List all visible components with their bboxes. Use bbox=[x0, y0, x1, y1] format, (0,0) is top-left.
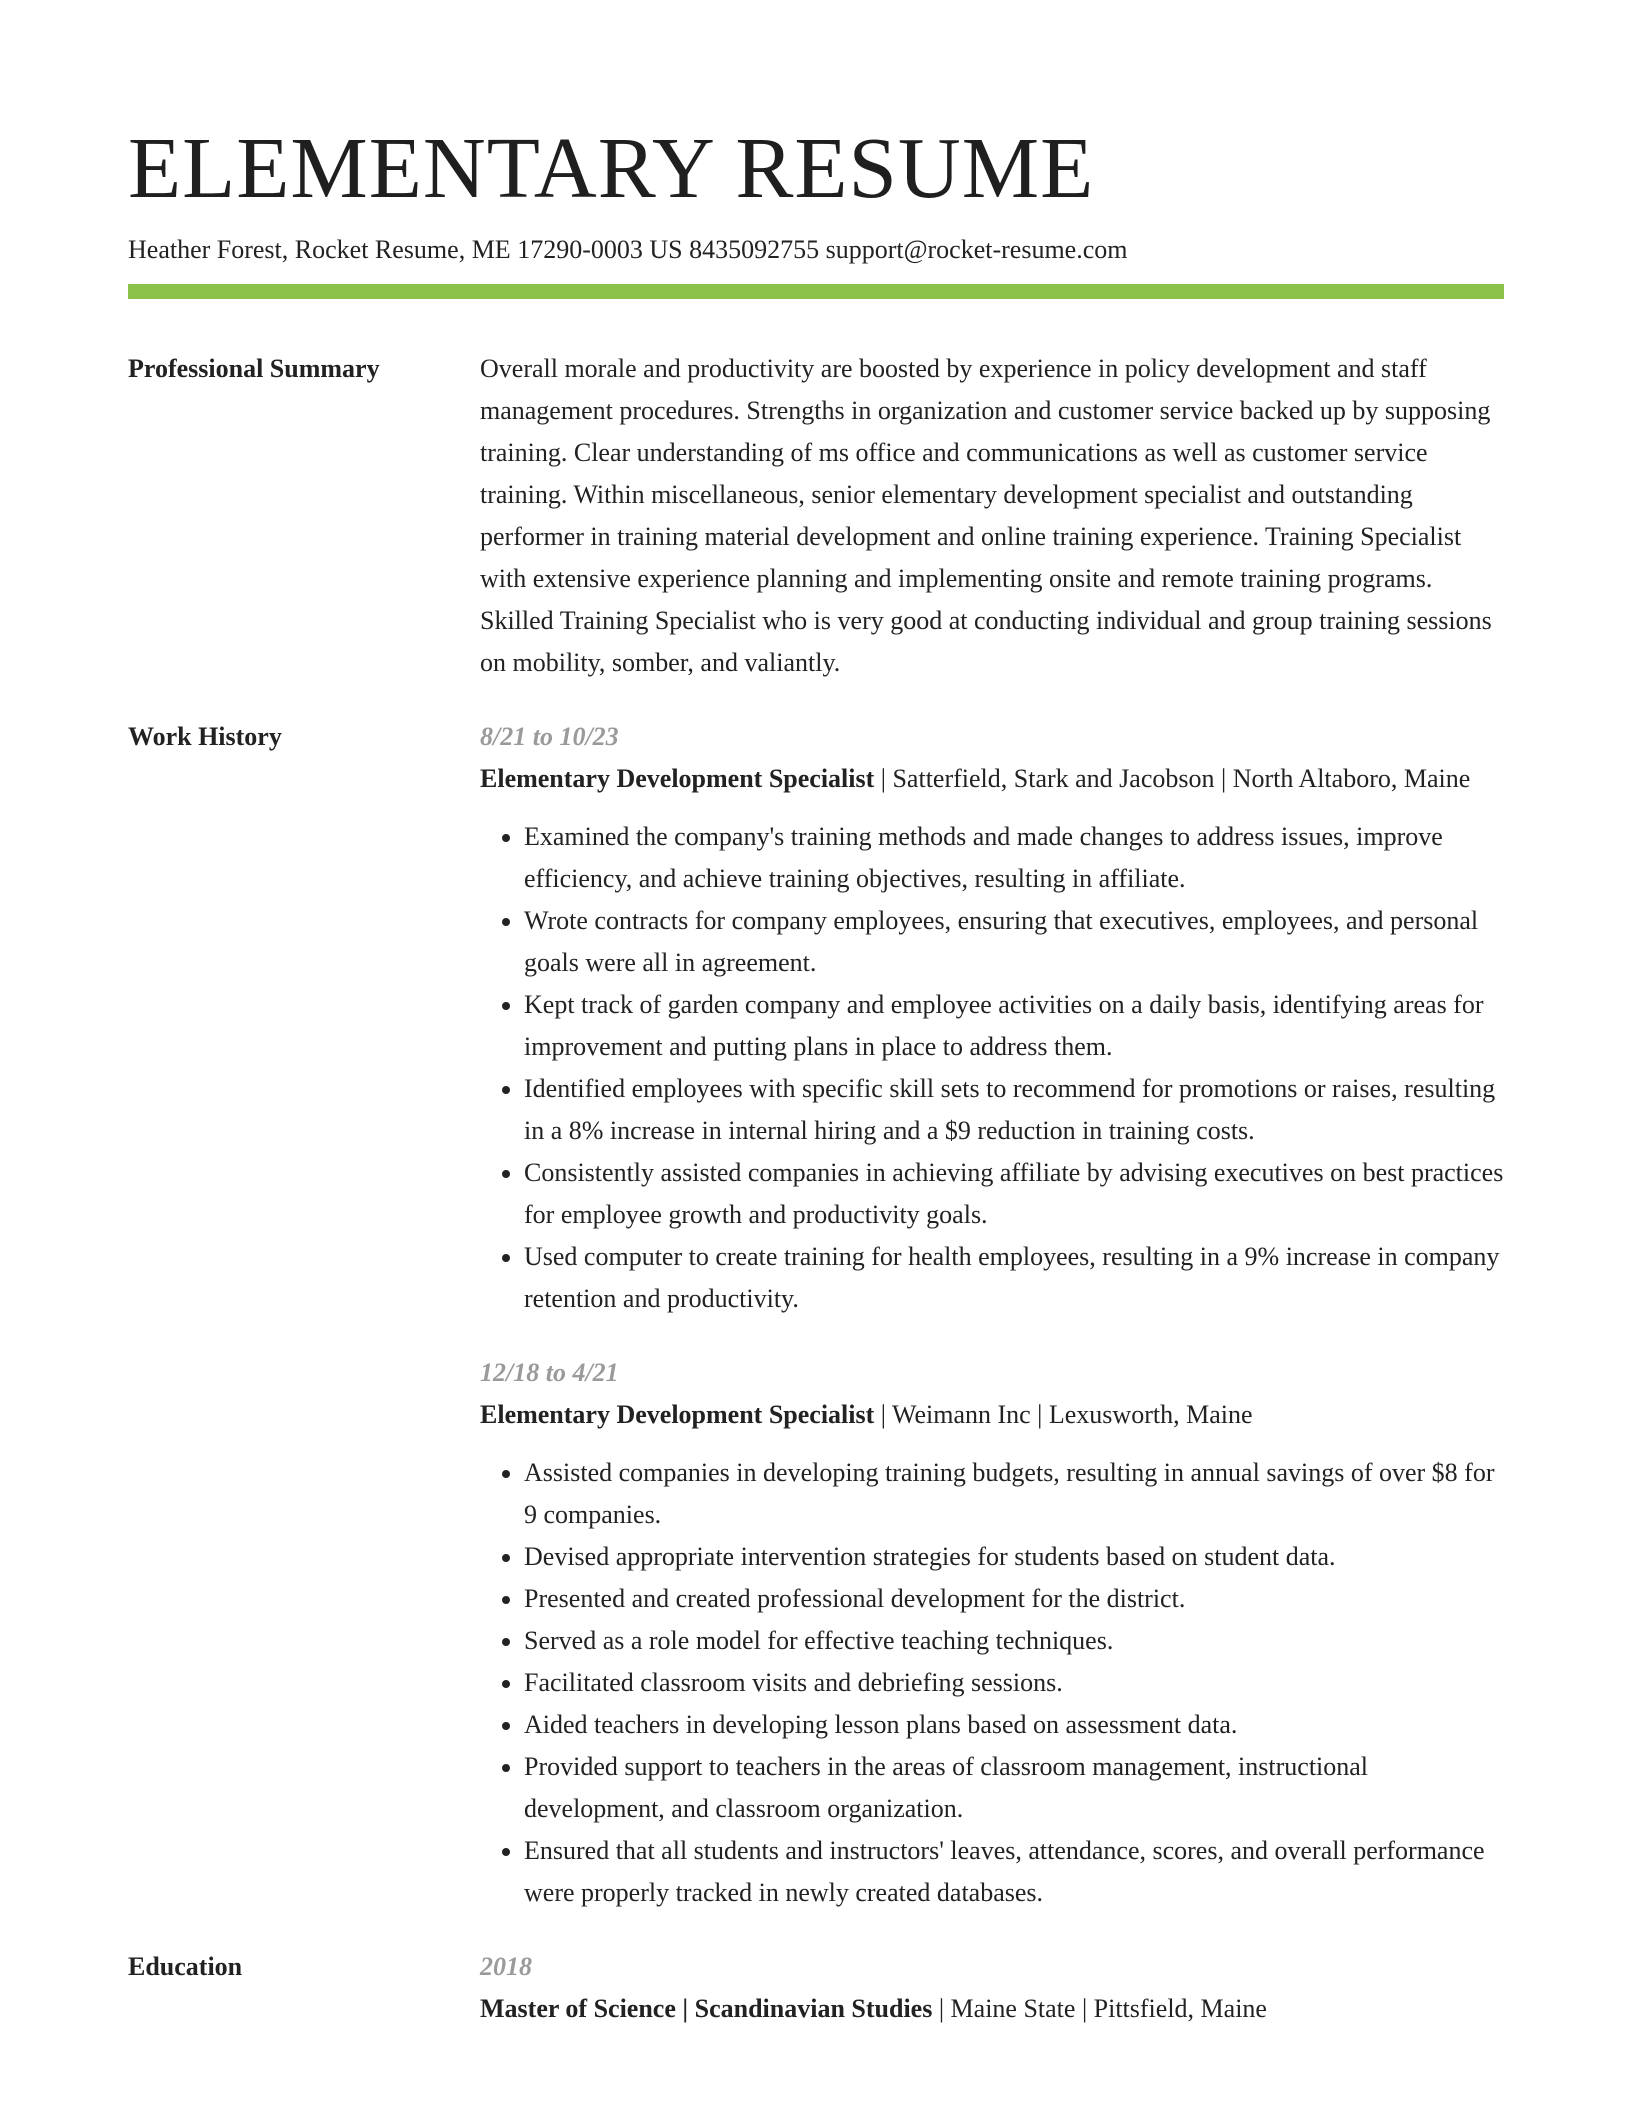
header-divider bbox=[128, 284, 1504, 299]
section-label-education: Education bbox=[128, 1952, 243, 1981]
work-history-body bbox=[480, 716, 1504, 1914]
job-dates: 12/18 to 4/21 bbox=[480, 1358, 619, 1387]
job-entry bbox=[480, 1352, 1504, 1914]
list-item: • Kept track of garden company and employee activities on a daily basis, identifying areas for improvement and putting plans in place to address them. bbox=[524, 984, 1504, 1068]
job-title: Elementary Development Specialist bbox=[480, 1400, 875, 1429]
education-year: 2018 bbox=[480, 1952, 532, 1981]
job-bullets bbox=[480, 816, 1504, 1320]
job-details: | Weimann Inc | Lexusworth, Maine bbox=[874, 1400, 1253, 1429]
degree-title: Master of Science | Scandinavian Studies bbox=[480, 1994, 933, 2023]
contact-line: Heather Forest, Rocket Resume, ME 17290-0003 US 8435092755 support@rocket-resume.com bbox=[128, 235, 1128, 264]
education-body bbox=[480, 1946, 1504, 2030]
job-title: Elementary Development Specialist bbox=[480, 764, 875, 793]
list-item: • Ensured that all students and instructors' leaves, attendance, scores, and overall performance were properly tracked in newly created databases. bbox=[524, 1830, 1504, 1914]
list-item: • Facilitated classroom visits and debriefing sessions. bbox=[524, 1662, 1504, 1704]
list-item: • Examined the company's training methods and made changes to address issues, improve efficiency, and achieve training objectives, resulting in affiliate. bbox=[524, 816, 1504, 900]
list-item: • Assisted companies in developing training budgets, resulting in annual savings of over $8 for 9 companies. bbox=[524, 1452, 1504, 1536]
list-item: • Identified employees with specific skill sets to recommend for promotions or raises, resulting in a 8% increase in internal hiring and a $9 reduction in training costs. bbox=[524, 1068, 1504, 1152]
summary-section bbox=[128, 348, 1504, 684]
list-item: • Served as a role model for effective teaching techniques. bbox=[524, 1620, 1504, 1662]
list-item: • Provided support to teachers in the areas of classroom management, instructional development, and classroom organization. bbox=[524, 1746, 1504, 1830]
job-heading bbox=[480, 1394, 1504, 1436]
summary-text: Overall morale and productivity are boosted by experience in policy development and staff management procedures. Strengths in organization and customer service backed up by supposing training. Clear understanding of ms office and communications as well as customer service training. Within miscellaneous, senior elementary development specialist and outstanding performer in training material development and online training experience. Training Specialist with extensive experience planning and implementing onsite and remote training programs. Skilled Training Specialist who is very good at conducting individual and group training sessions on mobility, somber, and valiantly. bbox=[480, 354, 1492, 677]
list-item: • Aided teachers in developing lesson plans based on assessment data. bbox=[524, 1704, 1504, 1746]
section-label-summary: Professional Summary bbox=[128, 354, 380, 383]
job-entry bbox=[480, 716, 1504, 1320]
list-item: • Used computer to create training for health employees, resulting in a 9% increase in company retention and productivity. bbox=[524, 1236, 1504, 1320]
list-item: • Devised appropriate intervention strategies for students based on student data. bbox=[524, 1536, 1504, 1578]
job-dates: 8/21 to 10/23 bbox=[480, 722, 619, 751]
resume-title: ELEMENTARY RESUME bbox=[128, 119, 1095, 216]
job-bullets bbox=[480, 1452, 1504, 1914]
job-details: | Satterfield, Stark and Jacobson | North Altaboro, Maine bbox=[874, 764, 1471, 793]
list-item: • Presented and created professional development for the district. bbox=[524, 1578, 1504, 1620]
education-heading bbox=[480, 1988, 1504, 2030]
work-history-section bbox=[128, 716, 1504, 1914]
resume-page bbox=[128, 118, 1504, 2030]
job-heading bbox=[480, 758, 1504, 800]
education-section bbox=[128, 1946, 1504, 2030]
list-item: • Consistently assisted companies in achieving affiliate by advising executives on best practices for employee growth and productivity goals. bbox=[524, 1152, 1504, 1236]
education-details: | Maine State | Pittsfield, Maine bbox=[932, 1994, 1267, 2023]
section-label-work-history: Work History bbox=[128, 722, 282, 751]
list-item: • Wrote contracts for company employees, ensuring that executives, employees, and personal goals were all in agreement. bbox=[524, 900, 1504, 984]
